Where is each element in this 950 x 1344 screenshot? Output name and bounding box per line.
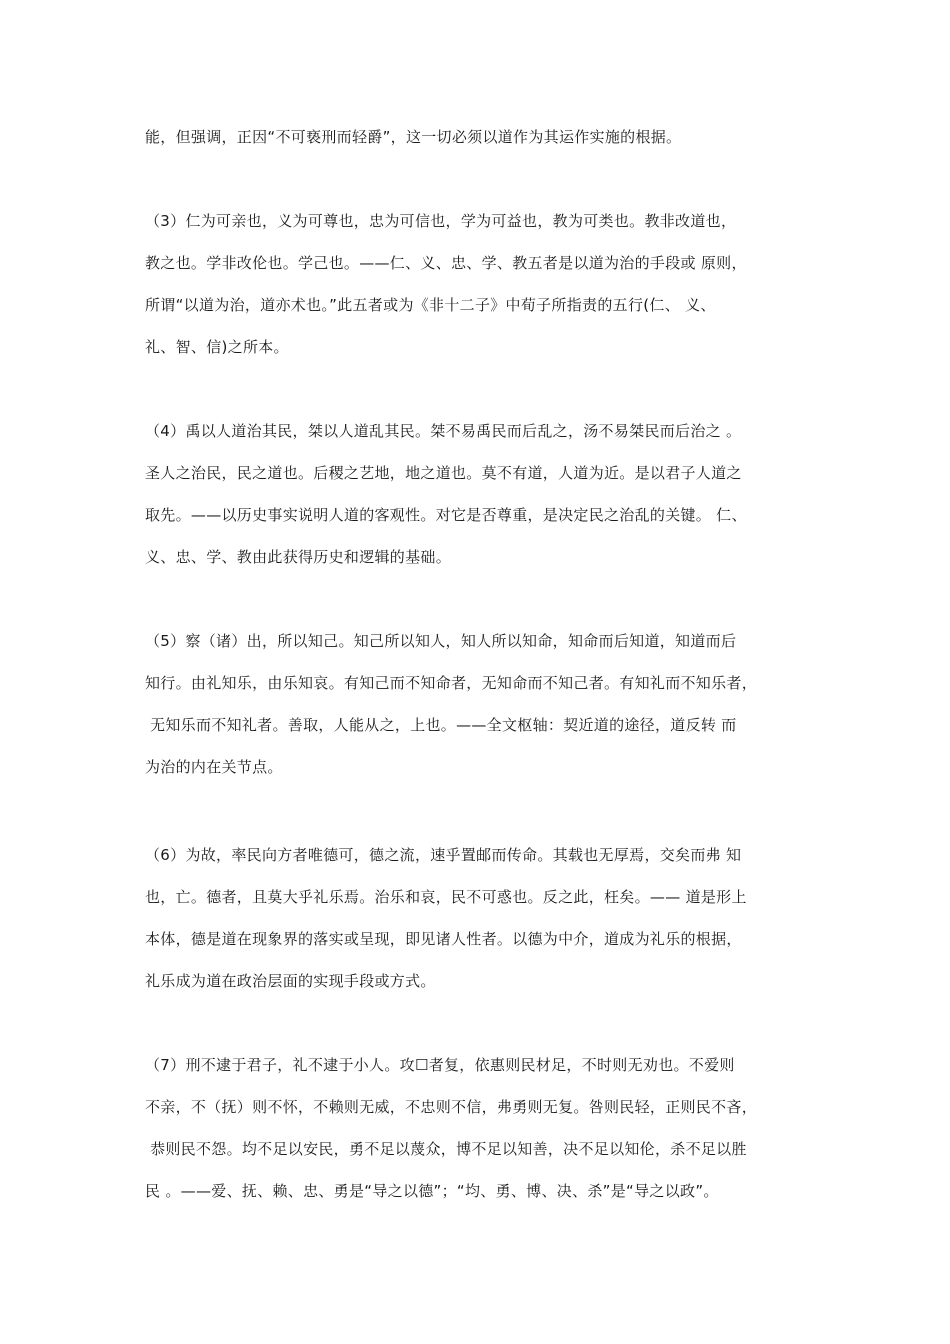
text-line: （7）刑不逮于君子，礼不逮于小人。攻☐者复，依惠则民材足，不时则无劝也。不爱则 (145, 1056, 735, 1074)
text-line: 礼乐成为道在政治层面的实现手段或方式。 (145, 972, 436, 990)
text-line: 所谓“以道为治，道亦术也。”此五者或为《非十二子》中荀子所指责的五行(仁、 义、 (145, 296, 716, 314)
text-line: 为治的内在关节点。 (145, 758, 283, 776)
text-line: 教之也。学非改伦也。学己也。——仁、义、忠、学、教五者是以道为治的手段或 原则， (145, 254, 747, 272)
text-line: 不亲，不（抚）则不怀，不赖则无威，不忠则不信，弗勇则无复。咎则民轻，正则民不吝， (145, 1098, 758, 1116)
text-line: （4）禹以人道治其民，桀以人道乱其民。桀不易禹民而后乱之，汤不易桀民而后治之 。 (145, 422, 742, 440)
text-line: 民 。——爱、抚、赖、忠、勇是“导之以德”；“均、勇、博、决、杀”是“导之以政”。 (145, 1182, 719, 1200)
text-line: 取先。——以历史事实说明人道的客观性。对它是否尊重，是决定民之治乱的关键。 仁、 (145, 506, 747, 524)
text-line: 无知乐而不知礼者。善取，人能从之，上也。——全文枢轴：契近道的途径，道反转 而 (145, 716, 737, 734)
text-line: 礼、智、信)之所本。 (145, 338, 289, 356)
text-line: 义、忠、学、教由此获得历史和逻辑的基础。 (145, 548, 452, 566)
text-line: 知行。由礼知乐，由乐知哀。有知己而不知命者，无知命而不知己者。有知礼而不知乐者， (145, 674, 758, 692)
text-line: （3）仁为可亲也，义为可尊也，忠为可信也，学为可益也，教为可类也。教非改道也， (145, 212, 737, 230)
text-line: 能，但强调，正因“不可亵刑而轻爵”，这一切必须以道作为其运作实施的根据。 (145, 128, 682, 146)
text-line: 圣人之治民，民之道也。后稷之艺地，地之道也。莫不有道，人道为近。是以君子人道之 (145, 464, 742, 482)
text-line: （5）察（诸）出，所以知己。知己所以知人，知人所以知命，知命而后知道，知道而后 (145, 632, 737, 650)
text-line: 恭则民不怨。均不足以安民，勇不足以蔑众，博不足以知善，决不足以知伦，杀不足以胜 (145, 1140, 747, 1158)
text-line: 本体，德是道在现象界的落实或呈现，即见诸人性者。以德为中介，道成为礼乐的根据， (145, 930, 742, 948)
text-line: 也，亡。德者，且莫大乎礼乐焉。治乐和哀，民不可惑也。反之此，枉矣。—— 道是形上 (145, 888, 747, 906)
text-line: （6）为故，率民向方者唯德可，德之流，速乎置邮而传命。其载也无厚焉，交矣而弗 知 (145, 846, 742, 864)
